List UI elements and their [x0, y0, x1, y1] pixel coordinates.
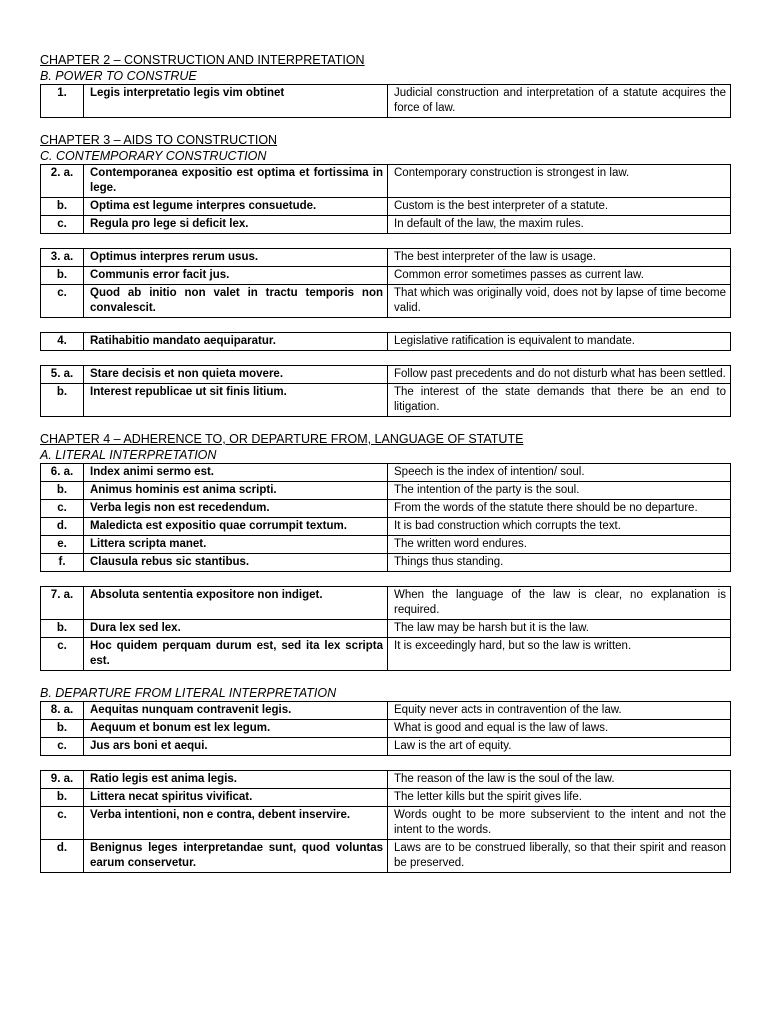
- table-row: [41, 738, 731, 756]
- maxim-number: 5. a.: [41, 366, 84, 384]
- table-row: [41, 536, 731, 554]
- latin-maxim: Aequum et bonum est lex legum.: [84, 720, 388, 738]
- table-row: [41, 587, 731, 620]
- latin-maxim: Dura lex sed lex.: [84, 620, 388, 638]
- chapter-heading: CHAPTER 3 – AIDS TO CONSTRUCTION: [40, 133, 278, 147]
- maxim-number: e.: [41, 536, 84, 554]
- english-translation: Follow past precedents and do not disturb what has been settled.: [388, 366, 731, 384]
- latin-maxim: Contemporanea expositio est optima et fortissima in lege.: [84, 165, 388, 198]
- english-translation: From the words of the statute there should be no departure.: [388, 500, 731, 518]
- english-translation: The law may be harsh but it is the law.: [388, 620, 731, 638]
- table-row: [41, 267, 731, 285]
- english-translation: Contemporary construction is strongest in law.: [388, 165, 731, 198]
- maxim-number: 1.: [41, 85, 84, 118]
- section-subheading: C. CONTEMPORARY CONSTRUCTION: [40, 149, 267, 163]
- latin-maxim: Ratihabitio mandato aequiparatur.: [84, 333, 388, 351]
- maxim-number: b.: [41, 384, 84, 417]
- table-row: [41, 638, 731, 671]
- english-translation: It is bad construction which corrupts the text.: [388, 518, 731, 536]
- latin-maxim: Optimus interpres rerum usus.: [84, 249, 388, 267]
- maxim-number: b.: [41, 720, 84, 738]
- english-translation: It is exceedingly hard, but so the law is written.: [388, 638, 731, 671]
- latin-maxim: Animus hominis est anima scripti.: [84, 482, 388, 500]
- maxims-table: [40, 365, 731, 417]
- english-translation: Legislative ratification is equivalent to mandate.: [388, 333, 731, 351]
- latin-maxim: Aequitas nunquam contravenit legis.: [84, 702, 388, 720]
- table-row: [41, 366, 731, 384]
- maxim-number: f.: [41, 554, 84, 572]
- maxim-number: 3. a.: [41, 249, 84, 267]
- table-row: [41, 482, 731, 500]
- section: [40, 685, 731, 873]
- document-page: [40, 44, 731, 887]
- english-translation: The intention of the party is the soul.: [388, 482, 731, 500]
- maxim-number: b.: [41, 198, 84, 216]
- latin-maxim: Index animi sermo est.: [84, 464, 388, 482]
- section-subheading: A. LITERAL INTERPRETATION: [40, 448, 217, 462]
- english-translation: Common error sometimes passes as current law.: [388, 267, 731, 285]
- english-translation: Law is the art of equity.: [388, 738, 731, 756]
- latin-maxim: Benignus leges interpretandae sunt, quod voluntas earum conservetur.: [84, 840, 388, 873]
- table-row: [41, 85, 731, 118]
- english-translation: Words ought to be more subservient to the intent and not the intent to the words.: [388, 807, 731, 840]
- table-row: [41, 198, 731, 216]
- maxims-table: [40, 586, 731, 671]
- maxim-number: 6. a.: [41, 464, 84, 482]
- table-row: [41, 789, 731, 807]
- table-row: [41, 840, 731, 873]
- maxim-number: b.: [41, 789, 84, 807]
- english-translation: Judicial construction and interpretation of a statute acquires the force of law.: [388, 85, 731, 118]
- english-translation: Custom is the best interpreter of a statute.: [388, 198, 731, 216]
- english-translation: The best interpreter of the law is usage.: [388, 249, 731, 267]
- section: [40, 132, 731, 417]
- maxim-number: d.: [41, 840, 84, 873]
- section: [40, 52, 731, 118]
- english-translation: That which was originally void, does not by lapse of time become valid.: [388, 285, 731, 318]
- table-row: [41, 249, 731, 267]
- maxim-number: c.: [41, 738, 84, 756]
- maxim-number: b.: [41, 482, 84, 500]
- section: [40, 431, 731, 671]
- maxim-number: 2. a.: [41, 165, 84, 198]
- maxim-number: d.: [41, 518, 84, 536]
- chapter-heading: CHAPTER 2 – CONSTRUCTION AND INTERPRETATION: [40, 53, 365, 67]
- table-row: [41, 500, 731, 518]
- maxim-number: 9. a.: [41, 771, 84, 789]
- english-translation: Laws are to be construed liberally, so that their spirit and reason be preserved.: [388, 840, 731, 873]
- latin-maxim: Regula pro lege si deficit lex.: [84, 216, 388, 234]
- table-row: [41, 384, 731, 417]
- maxims-table: [40, 770, 731, 873]
- latin-maxim: Absoluta sententia expositore non indiget.: [84, 587, 388, 620]
- latin-maxim: Verba legis non est recedendum.: [84, 500, 388, 518]
- table-row: [41, 720, 731, 738]
- english-translation: The letter kills but the spirit gives life.: [388, 789, 731, 807]
- maxim-number: 8. a.: [41, 702, 84, 720]
- chapter-heading: CHAPTER 4 – ADHERENCE TO, OR DEPARTURE FROM, LANGUAGE OF STATUTE: [40, 432, 524, 446]
- maxims-table: [40, 84, 731, 118]
- table-row: [41, 216, 731, 234]
- latin-maxim: Stare decisis et non quieta movere.: [84, 366, 388, 384]
- english-translation: When the language of the law is clear, no explanation is required.: [388, 587, 731, 620]
- maxim-number: b.: [41, 620, 84, 638]
- latin-maxim: Littera necat spiritus vivificat.: [84, 789, 388, 807]
- latin-maxim: Communis error facit jus.: [84, 267, 388, 285]
- table-row: [41, 464, 731, 482]
- maxim-number: 7. a.: [41, 587, 84, 620]
- maxims-table: [40, 164, 731, 234]
- maxims-table: [40, 463, 731, 572]
- table-row: [41, 702, 731, 720]
- english-translation: Things thus standing.: [388, 554, 731, 572]
- english-translation: The reason of the law is the soul of the law.: [388, 771, 731, 789]
- table-row: [41, 333, 731, 351]
- maxim-number: c.: [41, 807, 84, 840]
- maxims-table: [40, 332, 731, 351]
- maxims-table: [40, 701, 731, 756]
- latin-maxim: Ratio legis est anima legis.: [84, 771, 388, 789]
- table-row: [41, 771, 731, 789]
- latin-maxim: Littera scripta manet.: [84, 536, 388, 554]
- maxim-number: c.: [41, 638, 84, 671]
- latin-maxim: Verba intentioni, non e contra, debent inservire.: [84, 807, 388, 840]
- latin-maxim: Optima est legume interpres consuetude.: [84, 198, 388, 216]
- latin-maxim: Clausula rebus sic stantibus.: [84, 554, 388, 572]
- latin-maxim: Quod ab initio non valet in tractu temporis non convalescit.: [84, 285, 388, 318]
- english-translation: The written word endures.: [388, 536, 731, 554]
- table-row: [41, 807, 731, 840]
- maxim-number: c.: [41, 216, 84, 234]
- table-row: [41, 620, 731, 638]
- english-translation: What is good and equal is the law of laws.: [388, 720, 731, 738]
- section-subheading: B. POWER TO CONSTRUE: [40, 69, 197, 83]
- maxim-number: c.: [41, 285, 84, 318]
- english-translation: In default of the law, the maxim rules.: [388, 216, 731, 234]
- english-translation: Equity never acts in contravention of the law.: [388, 702, 731, 720]
- table-row: [41, 554, 731, 572]
- english-translation: Speech is the index of intention/ soul.: [388, 464, 731, 482]
- latin-maxim: Legis interpretatio legis vim obtinet: [84, 85, 388, 118]
- maxim-number: 4.: [41, 333, 84, 351]
- latin-maxim: Interest republicae ut sit finis litium.: [84, 384, 388, 417]
- maxims-table: [40, 248, 731, 318]
- table-row: [41, 285, 731, 318]
- latin-maxim: Maledicta est expositio quae corrumpit textum.: [84, 518, 388, 536]
- english-translation: The interest of the state demands that there be an end to litigation.: [388, 384, 731, 417]
- table-row: [41, 518, 731, 536]
- maxim-number: c.: [41, 500, 84, 518]
- table-row: [41, 165, 731, 198]
- maxim-number: b.: [41, 267, 84, 285]
- latin-maxim: Hoc quidem perquam durum est, sed ita lex scripta est.: [84, 638, 388, 671]
- section-subheading: B. DEPARTURE FROM LITERAL INTERPRETATION: [40, 686, 337, 700]
- latin-maxim: Jus ars boni et aequi.: [84, 738, 388, 756]
